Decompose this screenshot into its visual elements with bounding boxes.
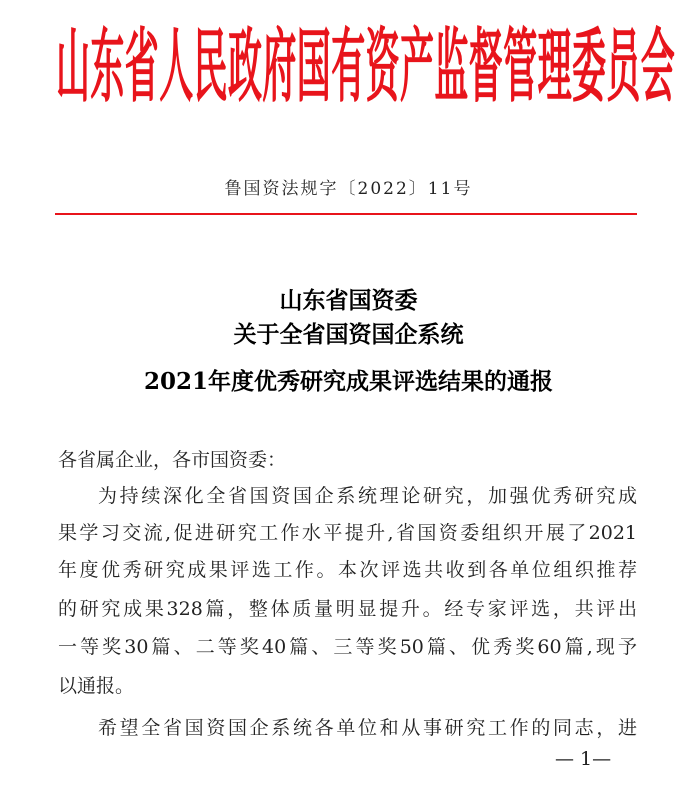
title-line-1: 山东省国资委: [279, 287, 418, 314]
body-line: 以通报。: [58, 675, 135, 697]
body-line: 为持续深化全省国资国企系统理论研究，加强优秀研究成: [98, 485, 637, 507]
body-line: 年度优秀研究成果评选工作。本次评选共收到各单位组织推荐: [58, 559, 637, 581]
document-number: 鲁国资法规字〔2022〕11号: [224, 179, 473, 199]
title-line-3: 2021年度优秀研究成果评选结果的通报: [143, 368, 553, 395]
red-divider: [55, 213, 637, 215]
page-number: — 1—: [555, 748, 612, 770]
salutation: 各省属企业，各市国资委：: [58, 449, 287, 471]
masthead-title: 山东省人民政府国有资产监督管理委员会: [56, 20, 676, 115]
body-line: 的研究成果328篇，整体质量明显提升。经专家评选，共评出: [58, 598, 637, 620]
masthead: [56, 20, 676, 115]
title-line-2: 关于全省国资国企系统: [233, 321, 464, 348]
body-line: 果学习交流,促进研究工作水平提升,省国资委组织开展了2021: [58, 522, 637, 544]
body-line: 一等奖30篇、二等奖40篇、三等奖50篇、优秀奖60篇,现予: [58, 636, 637, 658]
body-line: 希望全省国资国企系统各单位和从事研究工作的同志，进: [98, 717, 637, 739]
